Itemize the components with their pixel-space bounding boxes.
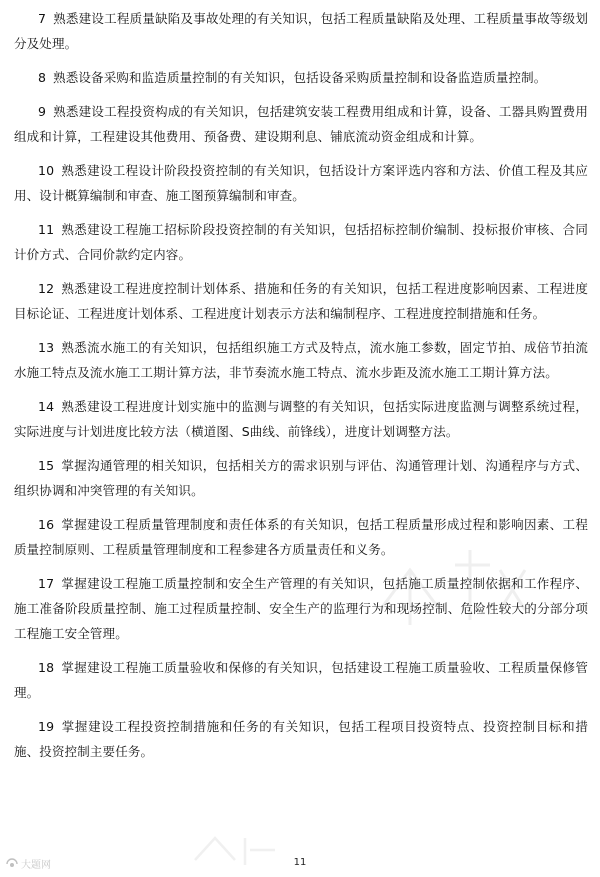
paragraph-number: 14 <box>38 399 55 414</box>
paragraph-text: 掌握建设工程质量管理制度和责任体系的有关知识，包括工程质量形成过程和影响因素、工程质量控制原则、工程质量管理制度和工程参建各方质量责任和义务。 <box>14 517 588 557</box>
paragraph-item <box>14 714 588 764</box>
paragraph-text: 熟悉设备采购和监造质量控制的有关知识，包括设备采购质量控制和设备监造质量控制。 <box>53 70 547 85</box>
paragraph-number: 13 <box>38 340 55 355</box>
paragraph-item <box>14 655 588 705</box>
paragraph-number: 9 <box>38 104 47 119</box>
paragraph-number: 11 <box>38 222 55 237</box>
paragraph-number: 17 <box>38 576 55 591</box>
page-number: 11 <box>293 857 307 868</box>
paragraph-text: 熟悉建设工程设计阶段投资控制的有关知识，包括设计方案评选内容和方法、价值工程及其应用、设计概算编制和审查、施工图预算编制和审查。 <box>14 163 588 203</box>
paragraph-text: 熟悉流水施工的有关知识，包括组织施工方式及特点，流水施工参数，固定节拍、成倍节拍流水施工特点及流水施工工期计算方法，非节奏流水施工特点、流水步距及流水施工工期计算方法。 <box>14 340 588 380</box>
paragraph-text: 熟悉建设工程进度控制计划体系、措施和任务的有关知识，包括工程进度影响因素、工程进度目标论证、工程进度计划体系、工程进度计划表示方法和编制程序、工程进度控制措施和任务。 <box>14 281 588 321</box>
paragraph-text: 熟悉建设工程质量缺陷及事故处理的有关知识，包括工程质量缺陷及处理、工程质量事故等级划分及处理。 <box>14 11 588 51</box>
paragraph-item <box>14 453 588 503</box>
paragraph-number: 8 <box>38 70 47 85</box>
paragraph-text: 熟悉建设工程施工招标阶段投资控制的有关知识，包括招标控制价编制、投标报价审核、合同计价方式、合同价款约定内容。 <box>14 222 588 262</box>
background-watermark <box>370 540 530 630</box>
paragraph-item <box>14 394 588 444</box>
paragraph-text: 熟悉建设工程投资构成的有关知识，包括建筑安装工程费用组成和计算，设备、工器具购置费用组成和计算，工程建设其他费用、预备费、建设期利息、铺底流动资金组成和计算。 <box>14 104 588 144</box>
paragraph-number: 7 <box>38 11 47 26</box>
paragraph-number: 19 <box>38 719 55 734</box>
paragraph-text: 掌握建设工程投资控制措施和任务的有关知识，包括工程项目投资特点、投资控制目标和措施、投资控制主要任务。 <box>14 719 588 759</box>
paragraph-item <box>14 276 588 326</box>
paragraph-item <box>14 6 588 56</box>
paragraph-text: 掌握建设工程施工质量控制和安全生产管理的有关知识，包括施工质量控制依据和工作程序、施工准备阶段质量控制、施工过程质量控制、安全生产的监理行为和现场控制、危险性较大的分部分项工程施工安全管理。 <box>14 576 588 641</box>
paragraph-number: 16 <box>38 517 55 532</box>
paragraph-item <box>14 217 588 267</box>
paragraph-number: 15 <box>38 458 55 473</box>
paragraph-item <box>14 335 588 385</box>
paragraph-item <box>14 158 588 208</box>
paragraph-text: 掌握建设工程施工质量验收和保修的有关知识，包括建设工程施工质量验收、工程质量保修管理。 <box>14 660 588 700</box>
paragraph-number: 18 <box>38 660 55 675</box>
paragraph-text: 掌握沟通管理的相关知识，包括相关方的需求识别与评估、沟通管理计划、沟通程序与方式、组织协调和冲突管理的有关知识。 <box>14 458 588 498</box>
paragraph-item <box>14 65 588 90</box>
paragraph-number: 10 <box>38 163 55 178</box>
paragraph-text: 熟悉建设工程进度计划实施中的监测与调整的有关知识，包括实际进度监测与调整系统过程，实际进度与计划进度比较方法（横道图、S曲线、前锋线），进度计划调整方法。 <box>14 399 588 439</box>
paragraph-item <box>14 99 588 149</box>
paragraph-number: 12 <box>38 281 55 296</box>
document-body <box>14 6 588 773</box>
watermark-text: 大题网 <box>21 860 51 871</box>
